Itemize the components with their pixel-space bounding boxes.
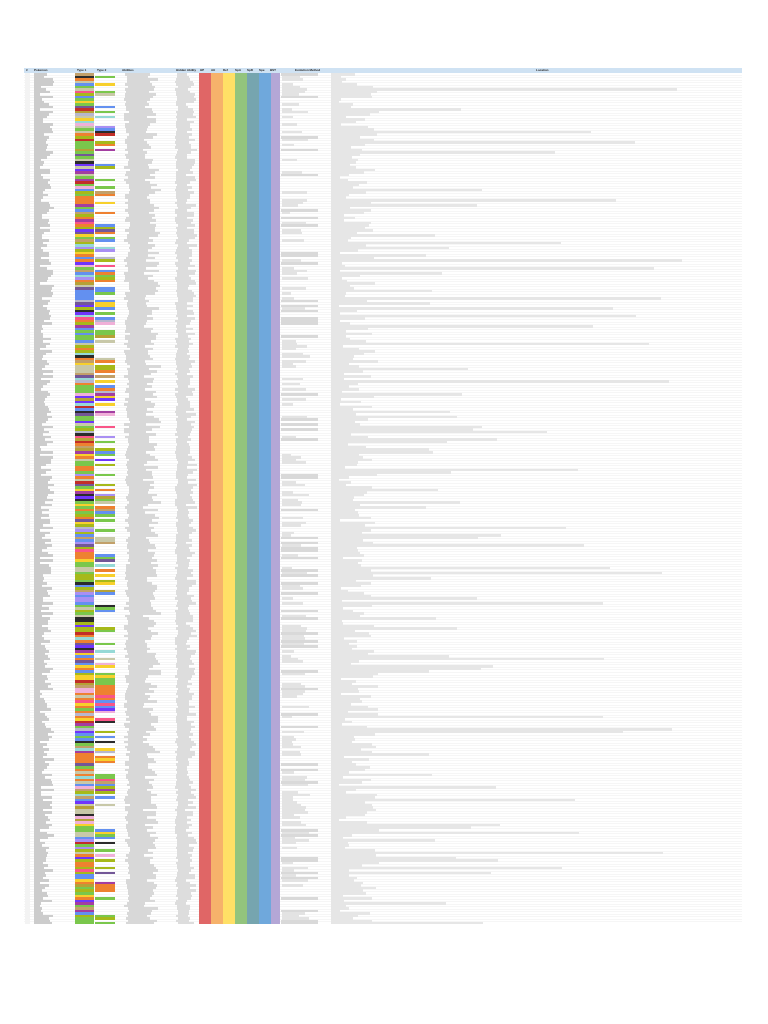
header-hp: HP — [200, 68, 205, 72]
header-spd: SpD — [247, 68, 253, 72]
header-pokemon: Pokemon — [34, 68, 48, 72]
header-hidden-ability: Hidden Ability — [176, 68, 197, 72]
header-att: Att — [211, 68, 216, 72]
header-def: Def — [223, 68, 228, 72]
header-spe: Spe — [259, 68, 265, 72]
header-number: # — [26, 68, 28, 72]
header-abilities: Abilities — [122, 68, 134, 72]
header-spa: SpA — [235, 68, 241, 72]
header-evolution: Evolution Method — [295, 68, 321, 72]
header-type2: Type 2 — [97, 68, 107, 72]
header-type1: Type 1 — [77, 68, 87, 72]
header-bst: BST — [270, 68, 276, 72]
spreadsheet — [24, 68, 742, 924]
header-location: Location — [536, 68, 549, 72]
